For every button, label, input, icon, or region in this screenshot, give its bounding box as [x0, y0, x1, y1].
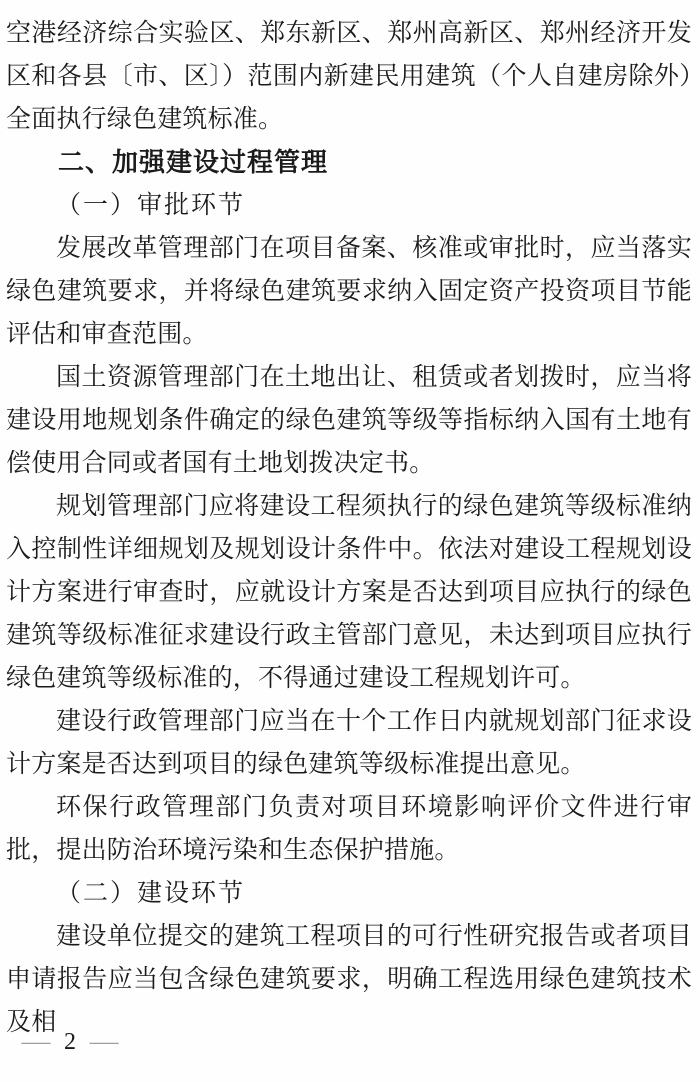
paragraph-approval-2: 国土资源管理部门在土地出让、租赁或者划拨时，应当将建设用地规划条件确定的绿色建筑等级等指标纳入国有土地有偿使用合同或者国有土地划拨决定书。	[6, 364, 692, 477]
continuation-paragraph: 空港经济综合实验区、郑东新区、郑州高新区、郑州经济开发区和各县〔市、区〕）范围内新建民用建筑（个人自建房除外）全面执行绿色建筑标准。	[6, 20, 692, 133]
paragraph-approval-1: 发展改革管理部门在项目备案、核准或审批时，应当落实绿色建筑要求，并将绿色建筑要求纳入固定资产投资项目节能评估和审查范围。	[6, 235, 692, 348]
paragraph-approval-5: 环保行政管理部门负责对项目环境影响评价文件进行审批，提出防治环境污染和生态保护措施。	[6, 794, 692, 864]
paragraph-approval-3: 规划管理部门应将建设工程须执行的绿色建筑等级标准纳入控制性详细规划及规划设计条件中。依法对建设工程规划设计方案进行审查时，应就设计方案是否达到项目应执行的绿色建筑等级标准征求建设行政主管部门意见，未达到项目应执行绿色建筑等级标准的，不得通过建设工程规划许可。	[6, 493, 692, 692]
subsection-heading-construction: （二）建设环节	[56, 880, 246, 907]
footer-page-number: 2	[64, 1029, 76, 1055]
footer-right-dash: —	[89, 1029, 119, 1055]
paragraph-construction-1: 建设单位提交的建筑工程项目的可行性研究报告或者项目申请报告应当包含绿色建筑要求，明确工程选用绿色建筑技术及相	[6, 923, 692, 1036]
subsection-heading-approval: （一）审批环节	[56, 192, 246, 219]
section-heading: 二、加强建设过程管理	[58, 147, 329, 177]
footer-left-dash: —	[21, 1029, 51, 1055]
paragraph-approval-4: 建设行政管理部门应当在十个工作日内就规划部门征求设计方案是否达到项目的绿色建筑等级标准提出意见。	[6, 708, 692, 778]
page-footer	[21, 1029, 119, 1055]
